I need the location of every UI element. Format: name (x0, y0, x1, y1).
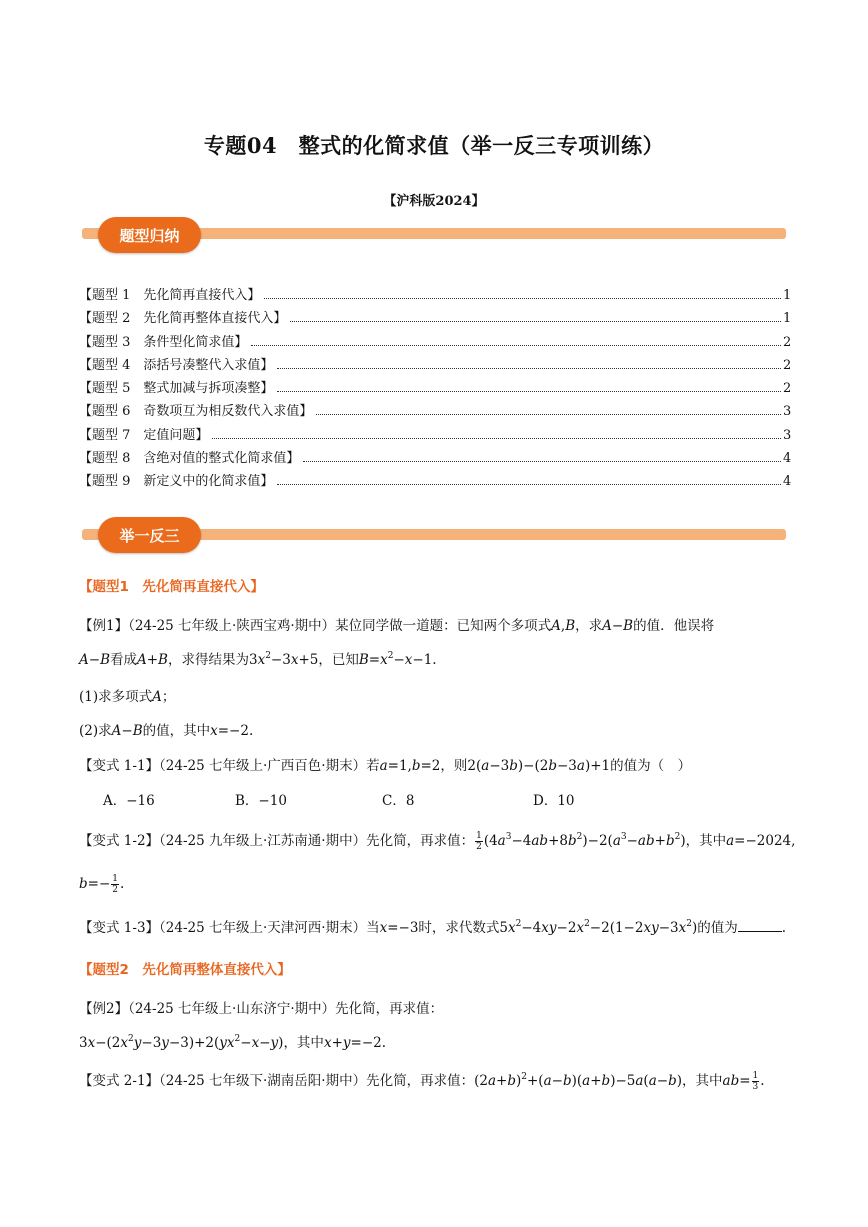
toc-page-number: 3 (783, 404, 792, 420)
toc-leader (277, 368, 781, 369)
variant1-1: 【变式 1-1】（24-25 七年级上·广西百色·期末）若a=1,b=2，则2(a−3b)−(2b−3a)+1的值为（ ） (79, 758, 692, 774)
toc-label: 【题型 7 定值问题】 (79, 427, 209, 443)
toc-page-number: 4 (783, 474, 792, 490)
toc-page-number: 2 (783, 381, 792, 397)
summary-banner: 题型归纳 (98, 217, 201, 253)
toc-entry[interactable] (79, 377, 791, 400)
type1-heading: 【题型1 先化简再直接代入】 (79, 579, 264, 595)
toc-label: 【题型 3 条件型化简求值】 (79, 334, 248, 350)
toc-leader (277, 484, 781, 485)
variant2-1: 【变式 2-1】（24-25 七年级下·湖南岳阳·期中）先化简，再求值：$(2a+b)^2+(a-b)(a+b)-5a(a-b)$，其中ab= $\frac{1}{3}$ . (79, 1071, 765, 1092)
example1-question2: (2)求A−B的值，其中x=−2. (79, 723, 254, 739)
toc-page-number: 2 (783, 357, 792, 373)
choice-d[interactable]: D．10 (533, 793, 575, 809)
example1-question1: (1)求多项式A； (79, 689, 176, 705)
choice-c[interactable]: C．8 (382, 793, 415, 809)
table-of-contents (79, 284, 791, 494)
toc-page-number: 1 (783, 311, 792, 327)
answer-blank[interactable] (738, 931, 782, 932)
toc-label: 【题型 5 整式加减与拆项凑整】 (79, 381, 274, 397)
edition-label: 【沪科版2024】 (383, 194, 485, 209)
toc-leader (277, 391, 781, 392)
toc-leader (303, 461, 781, 462)
toc-entry[interactable] (79, 424, 791, 447)
example1-line2: A−B看成A+B，求得结果为$3x^2-3x+5$，已知$B=x^2-x-1$. (79, 651, 437, 668)
toc-label: 【题型 4 添括号凑整代入求值】 (79, 357, 274, 373)
example1-line1: 【例1】（24-25 七年级上·陕西宝鸡·期中）某位同学做一道题：已知两个多项式A,B，求A−B的值．他误将 (79, 618, 715, 634)
choice-b[interactable]: B．−10 (235, 793, 287, 809)
toc-label: 【题型 6 奇数项互为相反数代入求值】 (79, 404, 313, 420)
toc-page-number: 3 (783, 427, 792, 443)
toc-leader (264, 298, 781, 299)
toc-entry[interactable] (79, 470, 791, 493)
toc-label: 【题型 2 先化简再整体直接代入】 (79, 311, 287, 327)
choice-a[interactable]: A．−16 (103, 793, 155, 809)
toc-leader (212, 438, 781, 439)
toc-label: 【题型 1 先化简再直接代入】 (79, 288, 261, 303)
toc-entry[interactable] (79, 400, 791, 423)
toc-label: 【题型 9 新定义中的化简求值】 (79, 474, 274, 490)
variant1-3: 【变式 1-3】（24-25 七年级上·天津河西·期末）当x=−3时，求代数式$5x^2-4xy-2x^2-2(1-2xy-3x^2)$的值为 . (79, 919, 787, 936)
toc-page-number: 4 (783, 451, 792, 467)
toc-label: 【题型 8 含绝对值的整式化简求值】 (79, 451, 300, 467)
practice-banner: 举一反三 (98, 517, 201, 553)
toc-page-number: 2 (783, 334, 792, 350)
toc-entry[interactable] (79, 447, 791, 470)
type2-heading: 【题型2 先化简再整体直接代入】 (79, 962, 291, 978)
toc-entry[interactable] (79, 331, 791, 354)
example2-line2: $3x-(2x^2y-3y-3)+2(yx^2-x-y)$，其中x+y=−2. (79, 1034, 387, 1051)
page-title: 专题04 整式的化简求值（举一反三专项训练） (203, 133, 665, 158)
toc-page-number: 1 (783, 288, 792, 303)
variant1-2: 【变式 1-2】（24-25 九年级上·江苏南通·期中）先化简，再求值： $\frac{1}{2}$ $(4a^3-4ab+8b^2)-2(a^3-ab+b^2)$，其中a=−2024, (79, 831, 796, 852)
toc-leader (290, 321, 781, 322)
toc-entry[interactable] (79, 284, 791, 307)
toc-entry[interactable] (79, 307, 791, 330)
toc-leader (251, 345, 781, 346)
example1-tag: 【例1】 (79, 618, 129, 634)
variant1-2-line2: b=− $\frac{1}{2}$ . (79, 874, 125, 895)
toc-entry[interactable] (79, 354, 791, 377)
example2-line1: 【例2】（24-25 七年级上·山东济宁·期中）先化简，再求值： (79, 1001, 444, 1017)
toc-leader (316, 414, 781, 415)
